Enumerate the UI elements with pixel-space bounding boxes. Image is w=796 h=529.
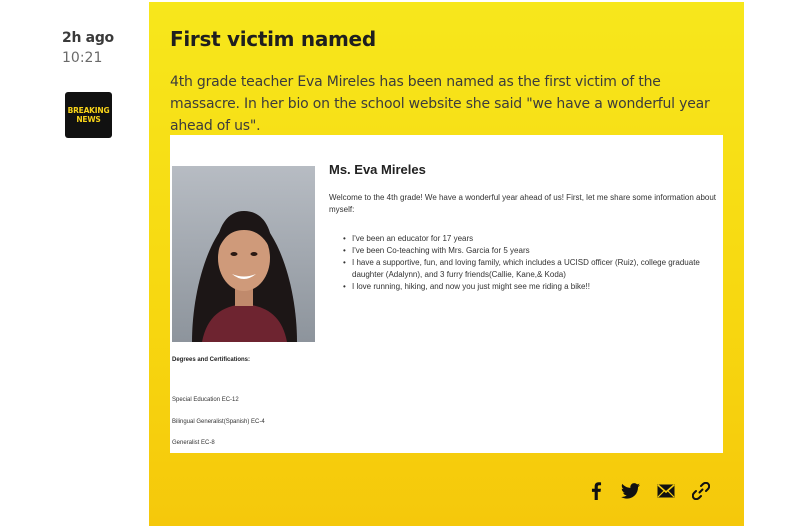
- degrees-heading: Degrees and Certifications:: [172, 357, 251, 363]
- post-time: 10:21: [62, 50, 103, 66]
- list-item: • I have a supportive, fun, and loving family, which includes a UCISD officer (Ruiz), college graduate daughter (Adalynn), and 3 furry friends(Callie, Kane,& Koda): [343, 257, 718, 281]
- teacher-photo: [172, 166, 315, 342]
- breaking-news-badge: [65, 92, 112, 138]
- share-facebook-button[interactable]: [578, 480, 613, 502]
- share-twitter-button[interactable]: [613, 480, 648, 502]
- link-icon: [692, 482, 710, 500]
- facebook-icon: [590, 482, 602, 500]
- list-item: • I've been an educator for 17 years: [343, 233, 718, 245]
- copy-link-button[interactable]: [683, 480, 718, 502]
- post-body: 4th grade teacher Eva Mireles has been named as the first victim of the massacre. In her bio on the school website she said "we have a wonderful year ahead of us".: [170, 74, 710, 134]
- welcome-text: Welcome to the 4th grade! We have a wonderful year ahead of us! First, let me share some information about myself:: [329, 193, 717, 214]
- list-item: • I love running, hiking, and now you just might see me riding a bike!!: [343, 281, 718, 293]
- certification-item: Generalist EC-8: [172, 440, 215, 446]
- post-title: First victim named: [170, 27, 376, 51]
- bio-list: [343, 233, 718, 293]
- share-email-button[interactable]: [648, 480, 683, 502]
- list-item: • I've been Co-teaching with Mrs. Garcia for 5 years: [343, 245, 718, 257]
- certification-item: Special Education EC-12: [172, 397, 239, 403]
- badge-line-1: BREAKING: [67, 106, 110, 115]
- twitter-icon: [621, 483, 640, 499]
- bio-screenshot: [170, 135, 723, 453]
- teacher-name: Ms. Eva Mireles: [329, 162, 426, 177]
- email-icon: [657, 484, 675, 498]
- live-post-card: [149, 2, 744, 526]
- certification-item: Bilingual Generalist(Spanish) EC-4: [172, 419, 265, 425]
- time-ago: 2h ago: [62, 30, 114, 46]
- post-meta: [62, 30, 132, 124]
- share-bar: [578, 480, 718, 502]
- badge-line-2: NEWS: [76, 115, 101, 124]
